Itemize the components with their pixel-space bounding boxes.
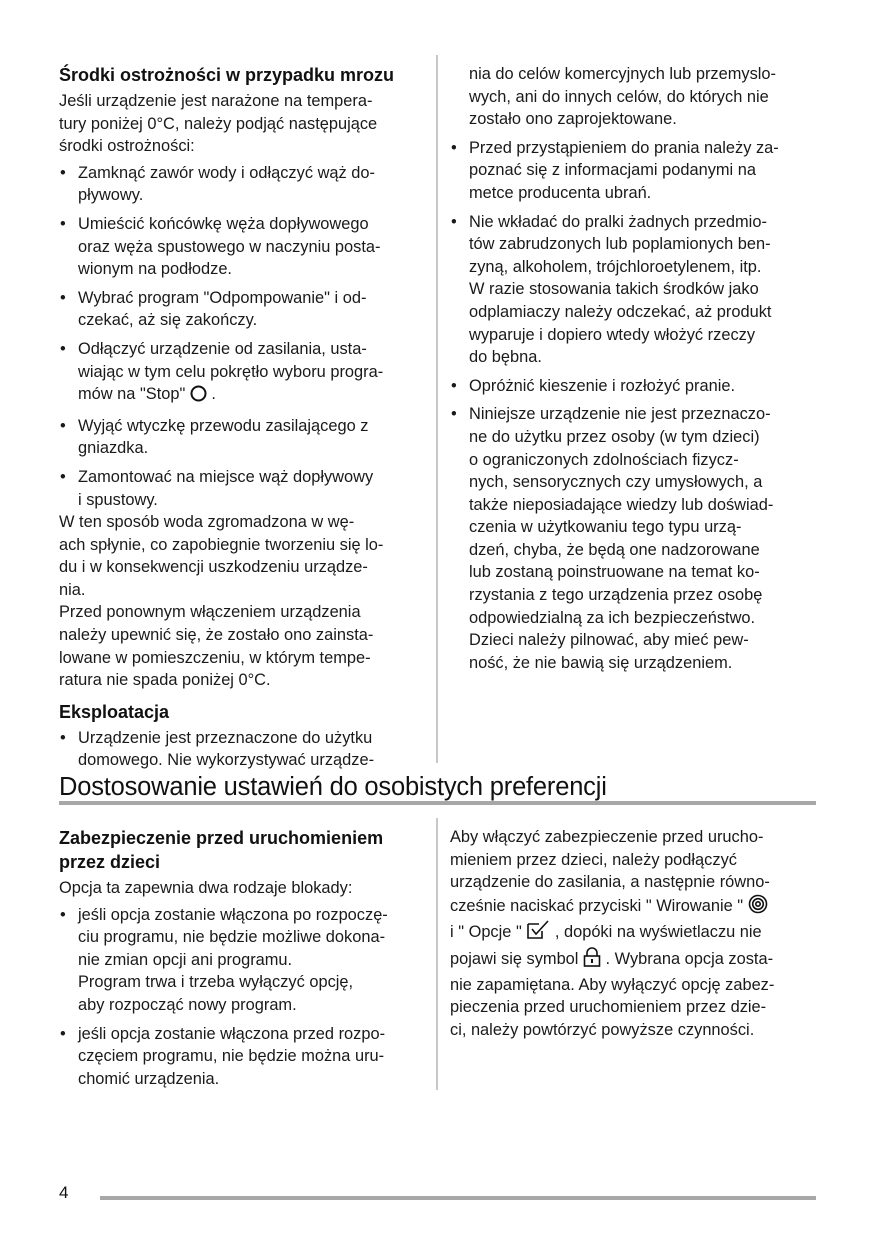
list-item: nia do celów komercyjnych lub przemyslo- wych, ani do innych celów, do których nie zostało ono zaprojektowane. — [469, 65, 776, 129]
footer-rule — [100, 1196, 816, 1200]
section-title: Dostosowanie ustawień do osobistych preferencji — [59, 773, 607, 801]
list-item: • Urządzenie jest przeznaczone do użytku domowego. Nie wykorzystywać urządze- — [59, 727, 423, 772]
frost-intro: Jeśli urządzenie jest narażone na tempera- tury poniżej 0°C, należy podjąć następujące środki ostrożności: — [59, 92, 378, 156]
usage-heading: Eksploatacja — [59, 701, 170, 722]
bottom-right-column — [450, 826, 820, 1041]
list-item: • Przed przystąpieniem do prania należy za- poznać się z informacjami podanymi na metce producenta ubrań. — [450, 137, 820, 205]
column-divider-bottom — [436, 818, 438, 1090]
list-item: • Opróżnić kieszenie i rozłożyć pranie. — [450, 375, 820, 398]
child-lock-heading: Zabezpieczenie przed uruchomieniem przez dzieci — [59, 828, 384, 872]
list-item: • Nie wkładać do pralki żadnych przedmio- tów zabrudzonych lub poplamionych ben- zyną, alkoholem, trójchloroetylenem, itp. W razie stosowania takich środków jako odplamiaczy należy odczekać, aż produkt wyparuje i dopiero wtedy włożyć rzeczy do bębna. — [450, 211, 820, 369]
column-divider-top — [436, 55, 438, 763]
list-item: • Umieścić końcówkę węża dopływowego oraz węża spustowego w naczyniu posta- wionym na podłodze. — [59, 213, 423, 281]
list-item: • jeśli opcja zostanie włączona po rozpoczę- ciu programu, nie będzie możliwe dokona- nie zmian opcji ani programu. Program trwa i trzeba wyłączyć opcję, aby rozpocząć nowy program. — [59, 904, 425, 1017]
child-lock-intro: Opcja ta zapewnia dwa rodzaje blokady: — [59, 879, 353, 897]
section-rule — [59, 801, 816, 805]
stop-circle-icon — [190, 385, 207, 409]
list-item: • Wybrać program "Odpompowanie" i od- czekać, aż się zakończy. — [59, 287, 423, 332]
page-number: 4 — [59, 1183, 69, 1202]
child-lock-list — [59, 904, 425, 1091]
list-item: • jeśli opcja zostanie włączona przed rozpo- częciem programu, nie będzie można uru- chomić urządzenia. — [59, 1023, 425, 1091]
child-lock-instructions: Aby włączyć zabezpieczenie przed urucho- mieniem przez dzieci, należy podłączyć urządzenie do zasilania, a następnie równo- cześnie naciskać przyciski " Wirowanie " i " Opcje " , dopóki na wyświetlaczu nie pojawi się symbol . Wybrana opcja zosta- nie zapamiętana. Aby wyłączyć opcję zabez- pieczenia przed uruchomieniem przez dzie- ci, należy powtórzyć powyższe czynności. — [450, 828, 775, 1039]
list-item: • Odłączyć urządzenie od zasilania, usta- wiając w tym celu pokrętło wyboru progra- mów na "Stop" . — [59, 338, 423, 409]
top-right-column — [450, 63, 820, 680]
usage-list-continued — [450, 63, 820, 674]
frost-steps-list — [59, 162, 423, 511]
usage-list — [59, 727, 423, 772]
list-item: • Zamontować na miejsce wąż dopływowy i spustowy. — [59, 466, 423, 511]
list-item: • Zamknąć zawór wody i odłączyć wąż do- pływowy. — [59, 162, 423, 207]
frost-paragraph-1: W ten sposób woda zgromadzona w wę- ach spłynie, co zapobiegnie tworzeniu się lo- du i w konsekwencji uszkodzeniu urządze- nia. — [59, 513, 384, 599]
list-item: • Wyjąć wtyczkę przewodu zasilającego z gniazdka. — [59, 415, 423, 460]
spin-spiral-icon — [748, 894, 768, 921]
list-item: • Niniejsze urządzenie nie jest przeznaczo- ne do użytku przez osoby (w tym dzieci) o ograniczonych zdolnościach fizycz- nych, sensorycznych czy umysłowych, a także nieposiadające wiedzy lub doświad- czenia w użytkowaniu tego typu urzą- dzeń, chyba, że będą one nadzorowane lub zostaną poinstruowane na temat ko- rzystania z tego urządzenia przez osobę odpowiedzialną za ich bezpieczeństwo. Dzieci należy pilnować, aby mieć pew- ność, że nie bawią się urządzeniem. — [450, 403, 820, 674]
options-check-icon — [526, 920, 550, 947]
top-left-column — [59, 63, 423, 778]
bottom-left-column — [59, 826, 425, 1096]
frost-heading: Środki ostrożności w przypadku mrozu — [59, 65, 395, 85]
child-lock-icon — [583, 947, 601, 974]
frost-paragraph-2: Przed ponownym włączeniem urządzenia należy upewnić się, że zostało ono zainsta- lowane w pomieszczeniu, w którym tempe- ratura nie spada poniżej 0°C. — [59, 603, 374, 690]
